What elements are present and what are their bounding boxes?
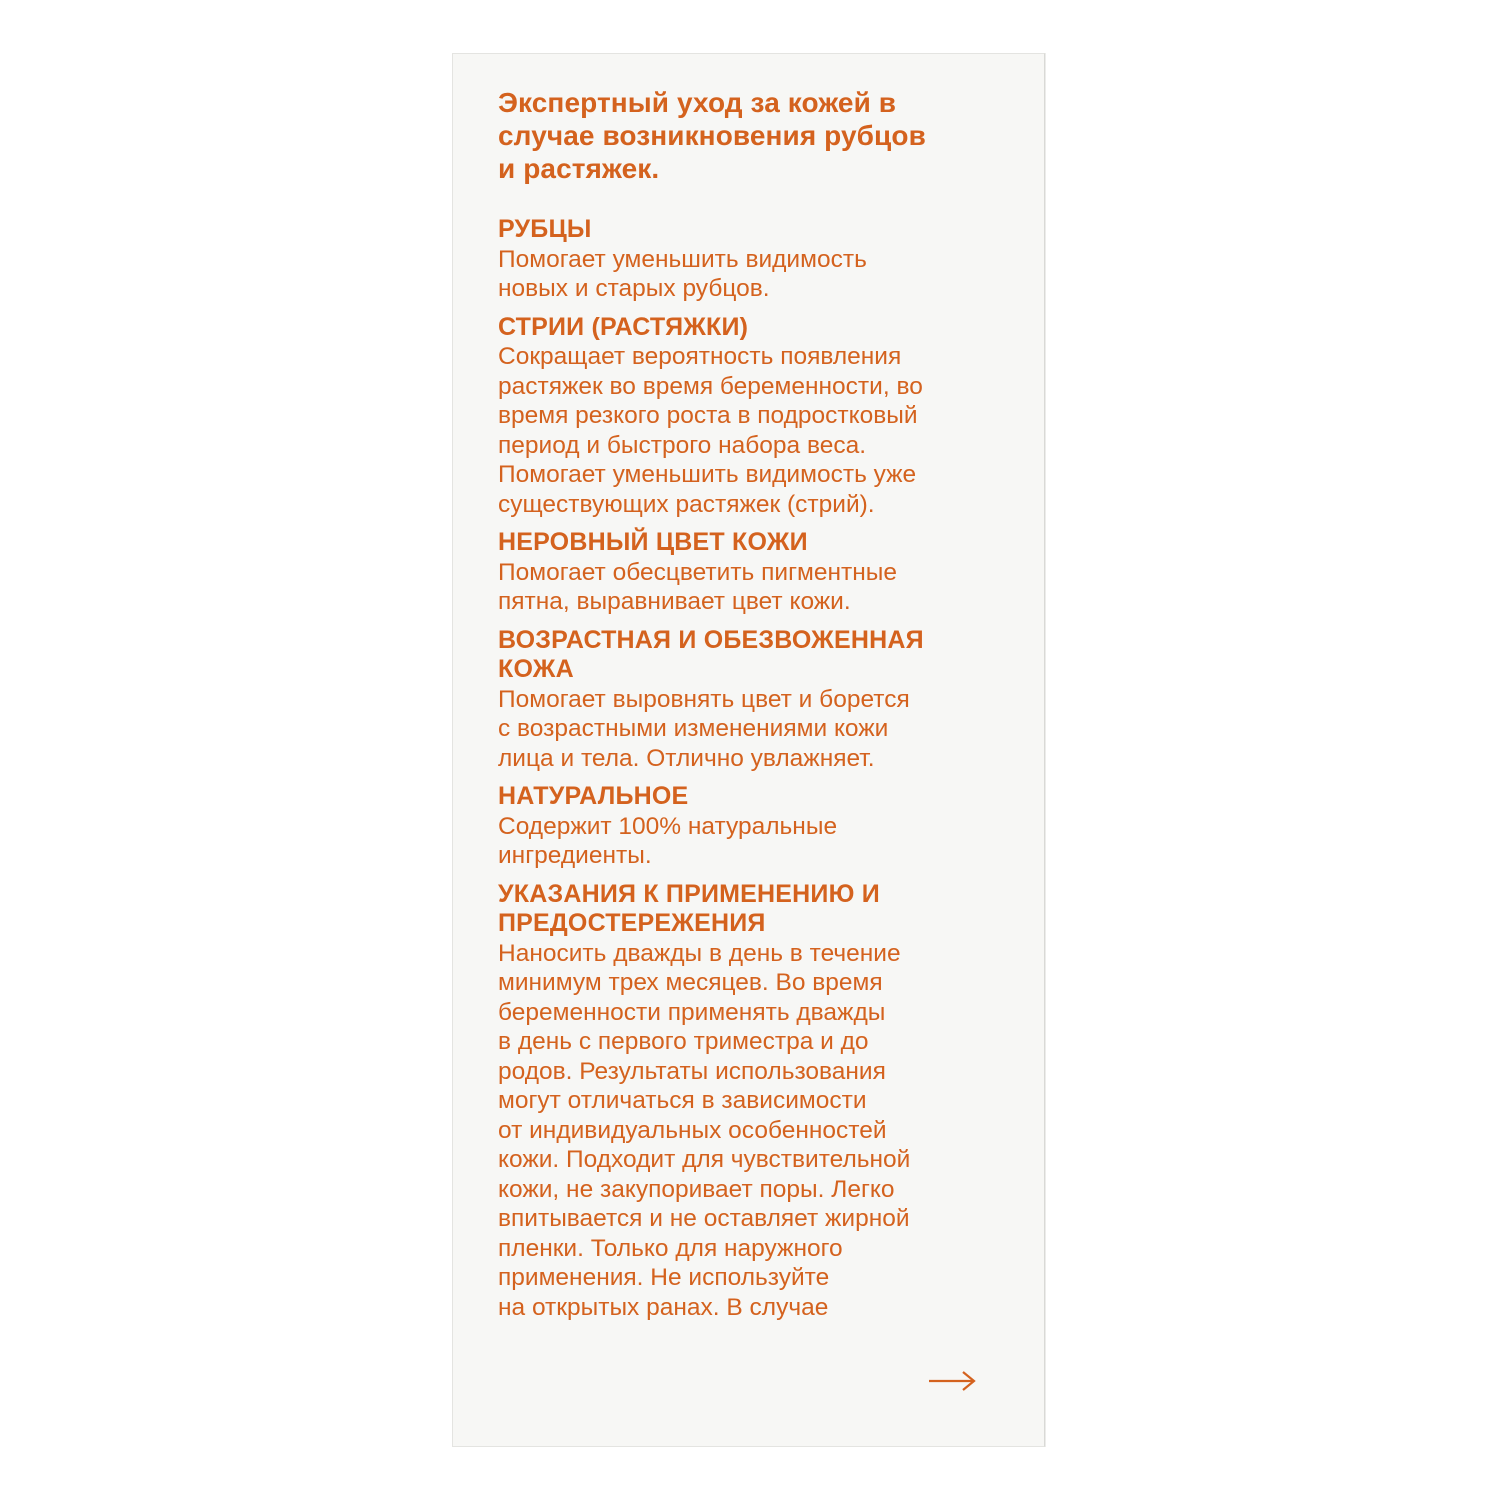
section-text: Наносить дважды в день в течение минимум трех месяцев. Во время беременности применять дважды в день с первого триместра и до родов. Результаты использования могут отличаться в зависимости от индивидуальных особенностей кожи. Подходит для чувствительной кожи, не закупоривает поры. Легко впитывается и не оставляет жирной пленки. Только для наружного применения. Не используйте на открытых ранах. В случае <box>498 939 911 1321</box>
panel-content <box>498 86 1038 1331</box>
section-heading: УКАЗАНИЯ К ПРИМЕНЕНИЮ И ПРЕДОСТЕРЕЖЕНИЯ <box>498 879 880 937</box>
section-natural <box>498 782 1038 871</box>
section-heading: НАТУРАЛЬНОЕ <box>498 782 689 810</box>
section-uneven-tone <box>498 528 1038 617</box>
section-scars <box>498 215 1038 304</box>
section-stretch-marks <box>498 313 1038 520</box>
section-text: Помогает обесцветить пигментные пятна, выравнивает цвет кожи. <box>498 558 897 615</box>
arrow-right-icon <box>928 1370 976 1392</box>
package-side-panel <box>452 53 1045 1447</box>
section-text: Содержит 100% натуральные ингредиенты. <box>498 812 838 869</box>
section-aging-skin <box>498 626 1038 774</box>
section-heading: ВОЗРАСТНАЯ И ОБЕЗВОЖЕННАЯ КОЖА <box>498 625 924 683</box>
section-heading: РУБЦЫ <box>498 215 592 243</box>
section-text: Сокращает вероятность появления растяжек во время беременности, во время резкого роста в подростковый период и быстрого набора веса. Помогает уменьшить видимость уже существующих растяжек (стрий). <box>498 343 923 518</box>
section-directions <box>498 880 1038 1323</box>
section-text: Помогает выровнять цвет и борется с возрастными изменениями кожи лица и тела. Отлично увлажняет. <box>498 685 910 772</box>
section-heading: НЕРОВНЫЙ ЦВЕТ КОЖИ <box>498 528 808 556</box>
section-text: Помогает уменьшить видимость новых и старых рубцов. <box>498 245 867 302</box>
section-heading: СТРИИ (РАСТЯЖКИ) <box>498 312 749 341</box>
intro-text: Экспертный уход за кожей в случае возникновения рубцов и растяжек. <box>498 87 926 184</box>
